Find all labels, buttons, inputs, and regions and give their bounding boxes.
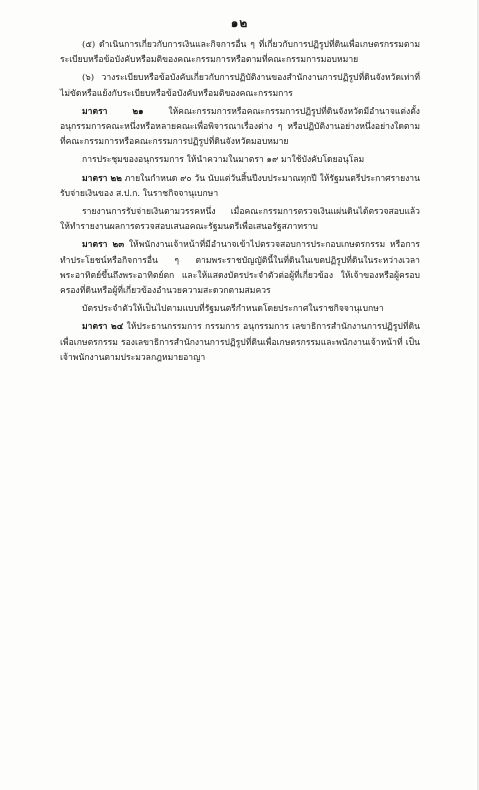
paragraph-text: (๕) ดำเนินการเกี่ยวกับการเงินและกิจการอื่น ๆ ที่เกี่ยวกับการปฏิรูปที่ดินเพื่อเกษตรกรรมตามระเบียบหรือข้อบังคับหรือมติของคณะกรรมการหรือตามที่คณะกรรมการมอบหมาย (60, 40, 420, 66)
paragraph-text: ให้ประธานกรรมการ กรรมการ อนุกรรมการ เลขาธิการสำนักงานการปฏิรูปที่ดินเพื่อเกษตรกรรม รองเลขาธิการสำนักงานการปฏิรูปที่ดินเพื่อเกษตรกรรมและพนักงานเจ้าหน้าที่ เป็นเจ้าพนักงานตามประมวลกฎหมายอาญา (60, 322, 420, 363)
section-label: มาตรา ๒๒ (82, 173, 122, 184)
section-22-para-2 (60, 205, 420, 235)
page-number: ๑๒ (230, 16, 249, 30)
section-label: มาตรา ๒๔ (82, 322, 124, 333)
paragraph-text: การประชุมของอนุกรรมการ ให้นำความในมาตรา ๑๙ มาใช้บังคับโดยอนุโลม (82, 155, 365, 166)
paragraph-text: ภายในกำหนด ๙๐ วัน นับแต่วันสิ้นปีงบประมาณทุกปี ให้รัฐมนตรีประกาศรายงานรับจ่ายเงินของ ส.ป.ก. ในราชกิจจานุเบกษา (60, 173, 420, 199)
paragraph-text: รายงานการรับจ่ายเงินตามวรรคหนึ่ง เมื่อคณะกรรมการตรวจเงินแผ่นดินได้ตรวจสอบแล้ว ให้ทำรายงานผลการตรวจสอบเสนอคณะรัฐมนตรีเพื่อเสนอรัฐสภาทราบ (60, 207, 420, 233)
paragraph-6 (60, 71, 420, 101)
paragraph-5 (60, 38, 420, 68)
document-body (60, 38, 420, 369)
section-21 (60, 105, 420, 151)
section-label: มาตรา ๒๓ (82, 240, 125, 251)
section-label: มาตรา ๒๑ (82, 106, 144, 117)
paragraph-text: (๖) วางระเบียบหรือข้อบังคับเกี่ยวกับการปฏิบัติงานของสำนักงานการปฏิรูปที่ดินจังหวัดเท่าที่ไม่ขัดหรือแย้งกับระเบียบหรือข้อบังคับหรือมติของคณะกรรมการ (60, 73, 420, 99)
paragraph-text: บัตรประจำตัวให้เป็นไปตามแบบที่รัฐมนตรีกำหนดโดยประกาศในราชกิจจานุเบกษา (82, 304, 384, 315)
section-23-para-2 (60, 302, 420, 317)
section-23 (60, 238, 420, 299)
section-21-para-2 (60, 153, 420, 168)
paragraph-text: ให้พนักงานเจ้าหน้าที่มีอำนาจเข้าไปตรวจสอบการประกอบเกษตรกรรม หรือการทำประโยชน์หรือกิจการอื่น ๆ ตามพระราชบัญญัตินี้ในที่ดินในเขตปฏิรูปที่ดินในระหว่างเวลาพระอาทิตย์ขึ้นถึงพระอาทิตย์ตก และให้แสดงบัตรประจำตัวต่อผู้ที่เกี่ยวข้อง ให้เจ้าของหรือผู้ครอบครองที่ดินหรือผู้ที่เกี่ยวข้องอำนวยความสะดวกตามสมควร (60, 240, 420, 297)
section-24 (60, 320, 420, 366)
section-22 (60, 172, 420, 202)
paragraph-text: ให้คณะกรรมการหรือคณะกรรมการปฏิรูปที่ดินจังหวัดมีอำนาจแต่งตั้งอนุกรรมการคณะหนึ่งหรือหลายคณะเพื่อพิจารณาเรื่องต่าง ๆ หรือปฏิบัติงานอย่างหนึ่งอย่างใดตามที่คณะกรรมการหรือคณะกรรมการปฏิรูปที่ดินจังหวัดมอบหมาย (60, 106, 420, 148)
